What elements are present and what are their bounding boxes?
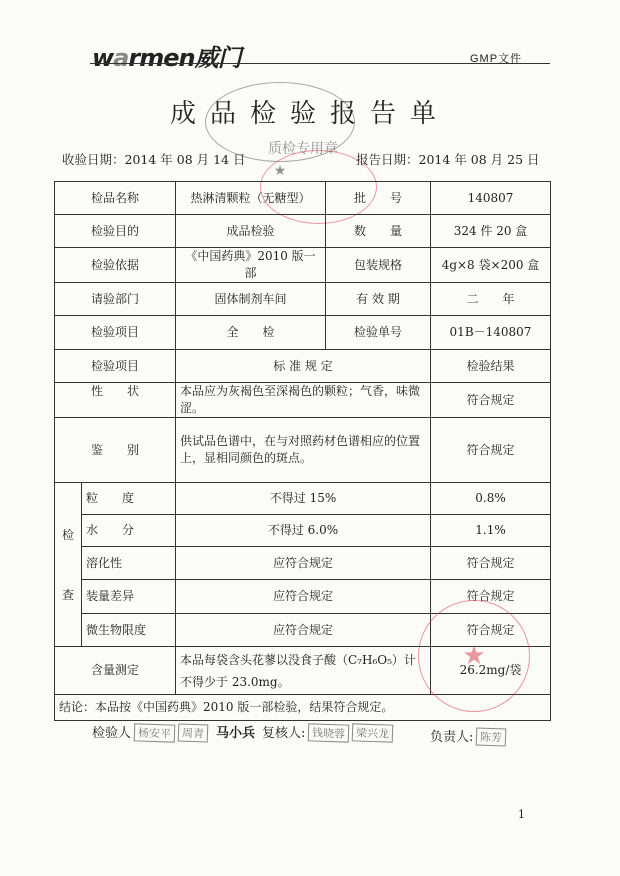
label: 请验部门	[55, 283, 176, 316]
name-stamp: 杨安平	[134, 723, 176, 742]
standard: 供试品色谱中，在与对照药材色谱相应的位置上，显相同颜色的斑点。	[176, 418, 431, 483]
name-stamp: 梁兴龙	[352, 723, 394, 742]
label: 有 效 期	[326, 283, 431, 316]
info-row	[55, 215, 551, 248]
results-header-row	[55, 350, 551, 383]
item: 性 状	[55, 383, 176, 418]
report-date: 报告日期：2014 年 08 月 25 日	[356, 152, 540, 167]
label: 检验目的	[55, 215, 176, 248]
company-seal-stamp: ★	[418, 600, 530, 712]
check-row	[55, 547, 551, 580]
item: 水 分	[82, 515, 176, 547]
info-row	[55, 316, 551, 350]
label: 检验项目	[55, 316, 176, 350]
result: 1.1%	[431, 515, 551, 547]
name-stamp: 钱晓蓉	[308, 723, 350, 742]
label: 检品名称	[55, 182, 176, 215]
result: 符合规定	[431, 383, 551, 418]
receive-date: 收验日期：2014 年 08 月 14 日	[62, 152, 246, 167]
info-row	[55, 283, 551, 316]
value: 热淋清颗粒（无糖型）	[176, 182, 326, 215]
result: 0.8%	[431, 483, 551, 515]
label: 批 号	[326, 182, 431, 215]
value: 全 检	[176, 316, 326, 350]
result-row	[55, 383, 551, 418]
quality-seal-stamp: ★	[205, 82, 355, 162]
company-logo: warmen威门	[92, 44, 241, 72]
standard: 应符合规定	[176, 614, 431, 647]
name-stamp: 陈芳	[476, 727, 507, 746]
item: 装量差异	[82, 580, 176, 614]
header-divider	[90, 63, 550, 64]
info-row	[55, 182, 551, 215]
conclusion: 结论：本品按《中国药典》2010 版一部检验，结果符合规定。	[55, 695, 551, 721]
doc-type: GMP文件	[470, 53, 523, 65]
label: 数 量	[326, 215, 431, 248]
standard: 本品应为灰褐色至深褐色的颗粒；气香，味微涩。	[176, 383, 431, 418]
value: 4g×8 袋×200 盒	[431, 248, 551, 283]
page-title: 成品检验报告单	[169, 99, 450, 129]
standard: 不得过 15%	[176, 483, 431, 515]
handwritten-signature: 马小兵	[216, 726, 256, 741]
name-stamp: 周青	[178, 723, 209, 742]
label: 检验依据	[55, 248, 176, 283]
result: 符合规定	[431, 418, 551, 483]
reviewer-signature: 复核人: 钱晓蓉 梁兴龙	[262, 722, 393, 742]
page-number: 1	[518, 808, 525, 821]
result: 符合规定	[431, 614, 551, 647]
value: 固体制剂车间	[176, 283, 326, 316]
value: 《中国药典》2010 版一部	[176, 248, 326, 283]
quality-seal-text: 质检专用章	[268, 141, 338, 157]
check-row	[55, 515, 551, 547]
standard: 本品每袋含头花蓼以没食子酸（C₇H₆O₅）计不得少于 23.0mg。	[176, 647, 431, 695]
result: 符合规定	[431, 580, 551, 614]
item: 鉴 别	[55, 418, 176, 483]
value: 140807	[431, 182, 551, 215]
check-row	[55, 483, 551, 515]
header-result: 检验结果	[431, 350, 551, 383]
standard: 不得过 6.0%	[176, 515, 431, 547]
responsible-signature: 负责人: 陈芳	[430, 722, 506, 746]
header-item: 检验项目	[55, 350, 176, 383]
value: 二 年	[431, 283, 551, 316]
inspector-signature: 检验人 杨安平 周青 马小兵	[92, 722, 255, 742]
result: 符合规定	[431, 547, 551, 580]
item: 粒 度	[82, 483, 176, 515]
value: 324 件 20 盒	[431, 215, 551, 248]
standard: 应符合规定	[176, 547, 431, 580]
value: 成品检验	[176, 215, 326, 248]
item: 含量测定	[55, 647, 176, 695]
result-row	[55, 418, 551, 483]
item: 溶化性	[82, 547, 176, 580]
header-standard: 标 准 规 定	[176, 350, 431, 383]
standard: 应符合规定	[176, 580, 431, 614]
item: 微生物限度	[82, 614, 176, 647]
label: 包装规格	[326, 248, 431, 283]
value: 01B－140807	[431, 316, 551, 350]
check-group-label: 检 查	[55, 483, 82, 647]
result: 26.2mg/袋	[431, 647, 551, 695]
label: 检验单号	[326, 316, 431, 350]
info-row	[55, 248, 551, 283]
